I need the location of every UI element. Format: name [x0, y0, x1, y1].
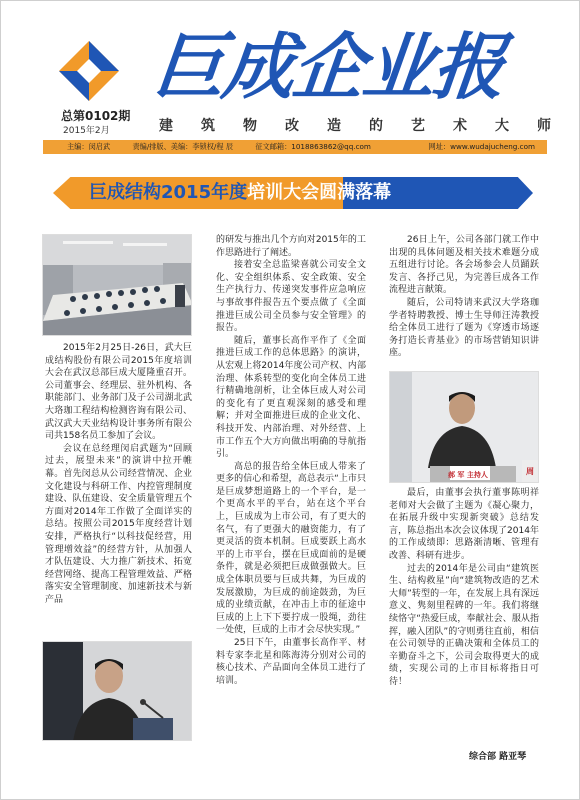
article-paragraph: 过去的2014年是公司由“建筑医生、结构救星”向“建筑物改造的艺术大师”转型的一年，在发展上具有深远意义、隽刻里程碑的一年。我们将继续恪守“热爱巨成，奉献社会、服从指挥，融入团队”的守则勇往直前，相信在公司领导的正确决策和全体员工的辛勤奋斗之下，公司会取得更大的成绩，实现公司的上市目标将指日可待！ — [389, 563, 539, 687]
issue-date: 2015年2月 — [63, 126, 110, 136]
headline-banner — [53, 177, 533, 209]
article-column-1 — [45, 342, 192, 606]
slogan-char: 改 — [285, 118, 299, 134]
article-paragraph: 26日上午，公司各部门就工作中出现的具体问题及相关技术难题分成五组进行讨论。各会场参会人员踊跃发言、各抒己见，为完善巨成各工作流程进言献策。 — [389, 235, 539, 296]
slogan — [159, 115, 551, 135]
article-paragraph: 2015年2月25日-26日，武大巨成结构股份有限公司2015年度培训大会在武汉总部巨成大厦隆重召开。公司董事会、经理层、驻外机构、各职能部门、业务部门及子公司湖北武大珞珈工程结构检测咨询有限公司、武汉武大天业结构设计事务所有限公司共158名员工参加了会议。 — [45, 343, 192, 442]
photo-conference-hall — [42, 234, 192, 336]
slogan-char: 建 — [159, 118, 173, 134]
article-paragraph: 随后，公司特请来武汉大学珞珈学者特聘教授、博士生导师汪涛教授给全体员工进行了题为《穿透市场逐务打造长青基业》的市场营销知识讲座。 — [389, 297, 539, 359]
article-paragraph: 接着安全总监梁喜就公司安全文化、安全组织体系、安全政策、安全生产执行力、传递突发事件应急响应与事故事件报告五个要点做了《全面推进巨成公司全员参与安全管理》的报告。 — [216, 260, 366, 334]
author-byline: 综合部 路亚琴 — [469, 752, 527, 762]
slogan-char: 师 — [537, 118, 551, 134]
article-paragraph: 会议在总经理闵启武题为“回顾过去，展望未来”的演讲中拉开帷幕。首先闵总从公司经营情况、企业文化建设与科研工作、内控管理制度建设、队伍建设、安全质量管理五个方面对2014年工作做了全面详实的总结。按照公司2015年度经营计划安排，严格执行“以科技促经营，用管理增效益”的经营方针，从加强人才队伍建设、大力推广新技术、拓宽经营网络、提高工程管理效益、严格落实安全管理制度、加速新技术与新产品 — [45, 443, 192, 605]
article-paragraph: 的研发与推出几个方向对2015年的工作思路进行了阐述。 — [216, 235, 366, 258]
headline-part2: 培训大会圆满落幕 — [247, 182, 392, 203]
editor-credit: 主编：闵启武 — [67, 142, 111, 151]
slogan-char: 大 — [495, 118, 509, 134]
newsletter-title: 巨成企业报 — [148, 25, 508, 109]
company-logo-icon — [57, 39, 121, 103]
slogan-char: 的 — [369, 118, 383, 134]
slogan-char: 筑 — [201, 118, 215, 134]
slogan-char: 物 — [243, 118, 257, 134]
layout-credit: 责编/排版、美编：李锁权/程 辰 — [132, 142, 234, 151]
article-paragraph: 随后，董事长高作平作了《全面推进巨成工作的总体思路》的演讲，从宏观上将2014年度公司产权、内部治理、体系转型的变化向全体员工进行精确地剖析，让全体巨成人对公司的变化有了更直观深刻的感受和理解；并对全面推进巨成的企业文化、科技开发、内部治理、对外经营、上市工作五个大方向做出明确的导航指引。 — [216, 335, 366, 460]
issue-number: 总第0102期 — [61, 109, 131, 123]
host-nameplate: 郝 军 主持人 — [448, 471, 488, 479]
photo-host — [389, 371, 539, 483]
nameplate-partial: 周 — [526, 467, 534, 476]
photo-speaker-podium — [42, 641, 192, 741]
info-bar — [43, 140, 547, 154]
article-paragraph: 25日下午，由董事长高作平、材料专家李北星和陈海涛分别对公司的核心技术、产品面向全体员工进行了培训。 — [216, 638, 366, 686]
conference-hall-image — [43, 235, 192, 336]
article-column-3-bottom — [389, 487, 539, 689]
headline — [89, 177, 391, 209]
submission-email: 征文邮箱：1018863862@qq.com — [255, 142, 371, 151]
article-column-2 — [216, 234, 366, 687]
slogan-char: 艺 — [411, 118, 425, 134]
headline-part1: 巨成结构2015年度 — [89, 182, 248, 203]
article-paragraph: 高总的报告给全体巨成人带来了更多的信心和希望，高总表示“上市只是巨成梦想道路上的一个平台，是一个更高水平的平台，站在这个平台上，巨成成为上市公司，有了更大的名气，有了更强大的融资能力，有了更灵活的资本机制。巨成要跃上高水平的上市平台，摆在巨成面前的是硬条件，就是必须把巨成做强做大。巨成全体职员要与巨成共舞，为巨成的发展激励，为巨成的前途鼓劲，为巨成的业绩贡献，在冲击上市的征途中巨成的上上下下要拧成一股绳，劲往一处使，巨成的上市才会尽快实现。” — [216, 461, 366, 636]
article-column-3-top — [389, 234, 539, 360]
host-image — [390, 372, 539, 483]
speaker-image — [43, 642, 192, 741]
website-url: 网址：www.wudajucheng.com — [428, 142, 535, 151]
article-paragraph: 最后，由董事会执行董事陈明祥老师对大会做了主题为《凝心聚力，在拓展升级中实现新突破》总结发言，陈总指出本次会议体现了2014年的工作成绩即：思路渐清晰、管理有改善、科研有进步。 — [389, 488, 539, 561]
slogan-char: 造 — [327, 118, 341, 134]
slogan-char: 术 — [453, 118, 467, 134]
